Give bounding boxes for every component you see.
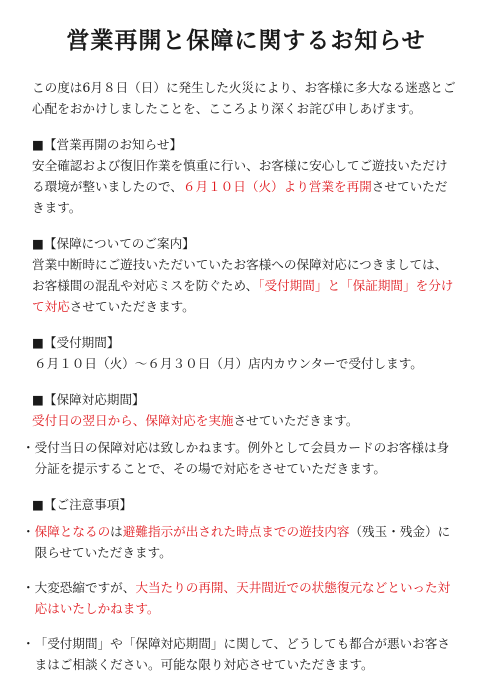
list-item	[22, 437, 458, 479]
section-notes	[22, 494, 458, 675]
note1-connector: は	[110, 524, 123, 539]
list-item	[22, 633, 458, 675]
intro-paragraph: この度は6月８日（日）に発生した火災により、お客様に多大なる迷惑とご心配をおかけしましたことを、こころより深くお詫び申しあげます。	[32, 80, 456, 116]
note1-tail: （残玉・残金）に限らせていただきます。	[34, 524, 451, 560]
note1-red-a: 保障となるの	[34, 524, 111, 539]
reopening-tail: させていただきます。	[32, 179, 448, 215]
comp-period-highlight: 受付日の翌日から、保障対応を実施	[32, 413, 234, 428]
compensation-text: 営業中断時にご遊技いただいていたお客様への保障対応につきましては、お客様間の混乱や対応ミスを防ぐため、	[32, 257, 448, 293]
bullet-text: 受付当日の保障対応は致しかねます。例外として会員カードのお客様は身分証を提示することで、その場で対応をさせていただきます。	[34, 440, 450, 476]
compensation-tail: させていただきます。	[69, 299, 195, 314]
list-item	[22, 521, 458, 563]
reopening-paragraph	[32, 155, 458, 218]
bullet-dot: ・	[22, 636, 35, 651]
section-compensation-period	[22, 389, 458, 479]
comp-period-paragraph	[32, 410, 458, 431]
section-heading-comp-period: ■【保障対応期間】	[32, 392, 145, 407]
section-reception-period	[32, 332, 458, 374]
bullet-dot: ・	[22, 524, 35, 539]
note1-red-b: 避難指示が出された時点までの遊技内容	[122, 524, 350, 539]
section-reopening	[32, 134, 458, 218]
comp-period-tail: させていただきます。	[233, 413, 359, 428]
bullet-text	[35, 577, 458, 619]
note2-text: 大変恐縮ですが、	[34, 580, 136, 595]
compensation-paragraph	[32, 254, 458, 317]
bullet-text	[35, 521, 458, 563]
note2-highlight: 大当たりの再開、天井間近での状態復元などといった対応はいたしかねます。	[34, 580, 451, 616]
bullet-text: 「受付期間」や「保障対応期間」に関して、どうしても都合が悪いお客さまはご相談ください。可能な限り対応させていただきます。	[34, 636, 450, 672]
reception-paragraph: ６月１０日（火）～６月３０日（月）店内カウンターで受付します。	[34, 356, 423, 371]
page-title: 営業再開と保障に関するお知らせ	[66, 27, 426, 54]
section-heading-reopening: ■【営業再開のお知らせ】	[32, 137, 183, 152]
bullet-dot: ・	[22, 580, 35, 595]
reopening-text: 安全確認および復旧作業を慎重に行い、お客様に安心してご遊技いただける環境が整いましたので、	[32, 158, 448, 194]
section-heading-reception: ■【受付期間】	[32, 335, 120, 350]
section-heading-compensation: ■【保障についてのご案内】	[32, 236, 195, 251]
compensation-highlight: 「受付期間」と「保証期間」を分けて対応	[32, 278, 454, 314]
section-compensation	[32, 233, 458, 317]
reopening-highlight: ６月１０日（火）より営業を再開	[182, 179, 372, 194]
list-item	[22, 577, 458, 619]
section-heading-notes: ■【ご注意事項】	[32, 497, 133, 512]
bullet-dot: ・	[22, 440, 35, 455]
